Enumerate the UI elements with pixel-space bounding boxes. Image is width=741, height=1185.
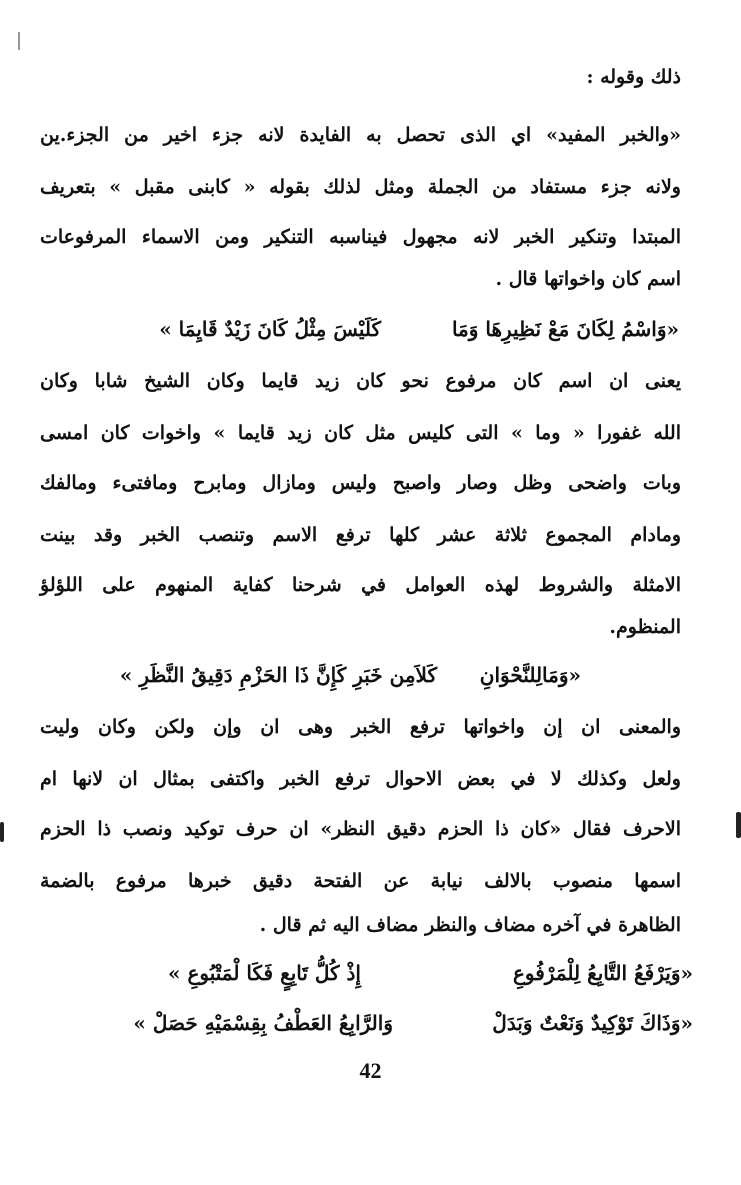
text-line-4: اسم كان واخواتها قال . xyxy=(495,268,681,290)
margin-blot-left xyxy=(0,822,4,842)
verse-1-right: «وَاسْمُ لِكَانَ مَعْ نَظِيرِهَا وَمَا xyxy=(451,317,679,341)
verse-4-right: «وَذَاكَ تَوْكِيدٌ وَنَعْتٌ وَبَدَلْ xyxy=(492,1011,693,1035)
text-line-2: ولانه جزء مستفاد من الجملة ومثل لذلك بقوله « كابنى مقبل » بتعريف xyxy=(40,176,681,198)
verse-3-right: «وَيَرْفَعُ التَّابِعُ لِلْمَرْفُوعِ xyxy=(512,961,693,985)
text-line-10: المنظوم. xyxy=(609,616,681,638)
verse-2-left: كَلاَمِن خَبَرِ كَإِنَّ ذَا الحَزْمِ دَقِيقُ النَّظَرِ » xyxy=(119,663,437,687)
text-line-9: الامثلة والشروط لهذه العوامل في شرحنا كفاية المنهوم على اللؤلؤ xyxy=(40,574,681,596)
text-line-6: الله غفورا « وما » التى كليس مثل كان زيد قايما » واخوات كان امسى xyxy=(40,422,681,444)
text-line-8: ومادام المجموع ثلاثة عشر كلها ترفع الاسم وتنصب الخبر وقد بينت xyxy=(40,524,681,546)
text-line-13: الاحرف فقال «كان ذا الحزم دقيق النظر» ان حرف توكيد ونصب ذا الحزم xyxy=(40,818,681,840)
verse-4-left: وَالرَّابِعُ العَطْفُ بِقِسْمَيْهِ حَصَلْ » xyxy=(133,1011,393,1035)
text-line-11: والمعنى ان إن واخواتها ترفع الخبر وهى ان وإن ولكن وكان وليت xyxy=(40,716,681,738)
page-number: 42 xyxy=(359,1058,382,1083)
text-line-15: الظاهرة في آخره مضاف والنظر مضاف اليه ثم قال . xyxy=(259,914,681,936)
verse-1-left: كَلَيْسَ مِثْلُ كَانَ زَيْدٌ قَايِمَا » xyxy=(159,317,381,341)
text-line-12: ولعل وكذلك لا في بعض الاحوال ترفع الخبر واكتفى بمثال ان لانها ام xyxy=(40,768,681,790)
verse-2-right: «وَمَالِلنَّحْوَانِ xyxy=(479,663,581,687)
text-line-1: «والخبر المفيد» اي الذى تحصل به الفايدة لانه جزء اخير من الجزء.ين xyxy=(40,124,681,146)
text-line-3: المبتدا وتنكير الخبر لانه مجهول فيناسبه التنكير ومن الاسماء المرفوعات xyxy=(40,226,681,248)
margin-blot-right xyxy=(736,812,741,838)
margin-tick-top xyxy=(18,32,20,50)
verse-3-left: إِذْ كُلُّ تَابِعٍ فَكَا لْمَتْبُوعِ » xyxy=(167,961,361,985)
text-line-5: يعنى ان اسم كان مرفوع نحو كان زيد قايما وكان الشيخ شابا وكان xyxy=(40,370,681,392)
heading-line: ذلك وقوله : xyxy=(586,66,681,88)
text-line-7: وبات واضحى وظل وصار واصبح وليس ومازال ومابرح ومافتىء ومالفك xyxy=(40,472,681,494)
text-line-14: اسمها منصوب بالالف نيابة عن الفتحة دقيق خبرها مرفوع بالضمة xyxy=(40,870,681,892)
